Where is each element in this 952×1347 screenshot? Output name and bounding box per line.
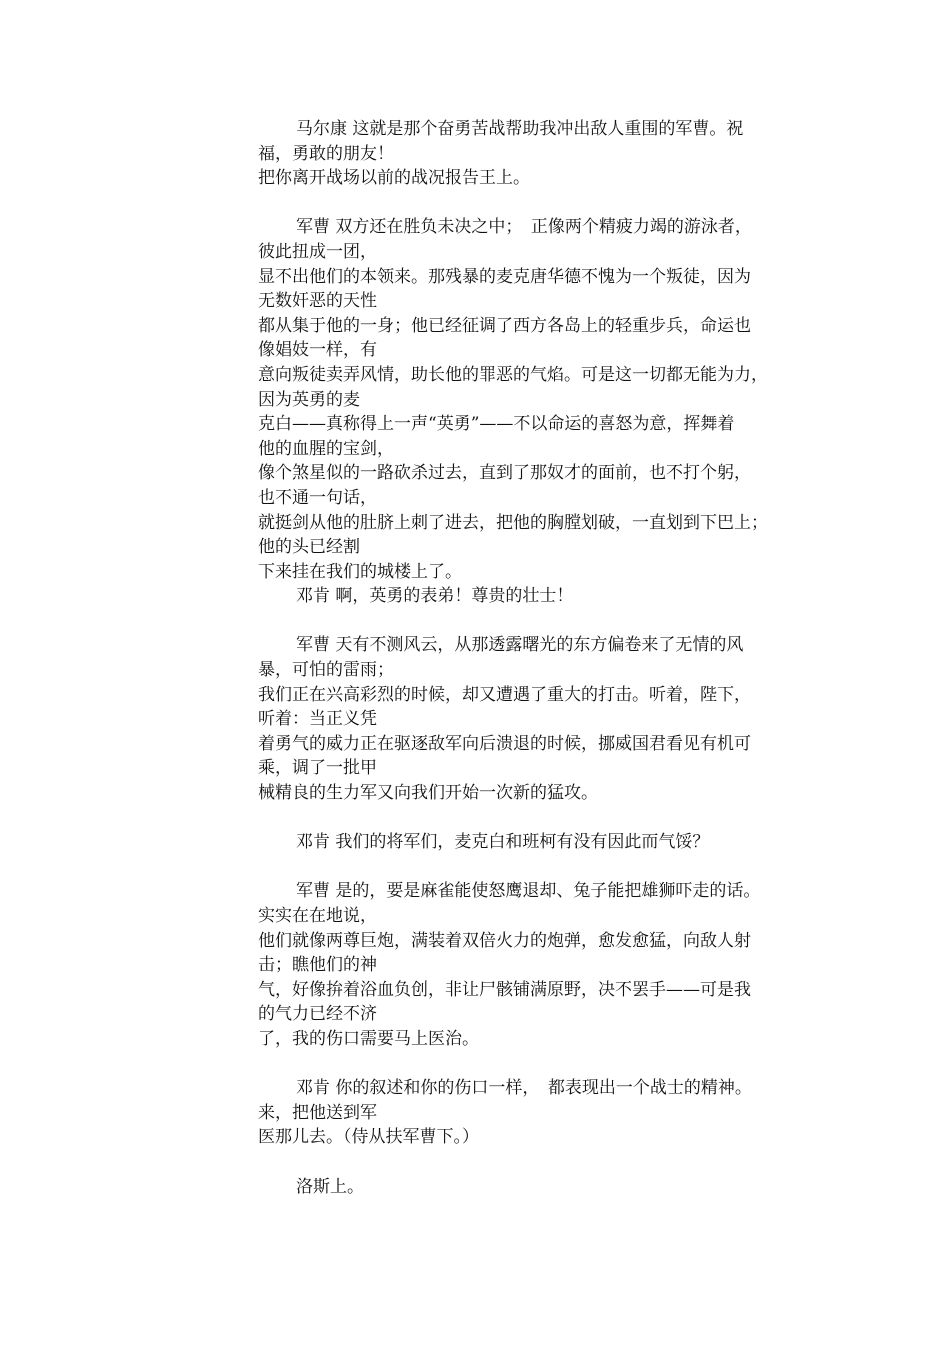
paragraph-sergeant-1 xyxy=(258,215,810,584)
paragraph-malcolm xyxy=(258,117,810,191)
paragraph-spacer xyxy=(258,191,810,216)
text-line: 我们正在兴高彩烈的时候，却又遭遇了重大的打击。听着，陛下， xyxy=(258,684,751,705)
text-line: 无数奸恶的天性 xyxy=(258,291,377,312)
stage-direction xyxy=(258,1175,810,1200)
text-line: 克白——真称得上一声“英勇”——不以命运的喜怒为意，挥舞着 xyxy=(258,414,735,435)
text-line: 洛斯上。 xyxy=(296,1176,364,1197)
text-line: 邓肯 我们的将军们，麦克白和班柯有没有因此而气馁？ xyxy=(296,832,710,853)
paragraph-spacer xyxy=(258,1052,810,1077)
text-line: 军曹 天有不测风云，从那透露曙光的东方偏卷来了无情的风 xyxy=(296,635,744,656)
text-line: 暴，可怕的雷雨； xyxy=(258,660,394,681)
text-line: 械精良的生力军又向我们开始一次新的猛攻。 xyxy=(258,783,598,804)
paragraph-spacer xyxy=(258,806,810,831)
text-line: 马尔康 这就是那个奋勇苦战帮助我冲出敌人重围的军曹。祝 xyxy=(296,119,744,139)
text-line: 邓肯 你的叙述和你的伤口一样， 都表现出一个战士的精神。 xyxy=(296,1078,752,1099)
text-line: 邓肯 啊，英勇的表弟！尊贵的壮士！ xyxy=(296,586,574,607)
text-line: 军曹 是的，要是麻雀能使怒鹰退却、兔子能把雄狮吓走的话。 xyxy=(296,881,761,902)
text-line: 来，把他送到军 xyxy=(258,1102,377,1123)
text-line: 把你离开战场以前的战况报告王上。 xyxy=(258,168,530,189)
paragraph-spacer xyxy=(258,609,810,634)
text-line: 就挺剑从他的肚脐上刺了进去，把他的胸膛划破，一直划到下巴上； xyxy=(258,512,768,533)
paragraph-sergeant-3 xyxy=(258,879,810,1051)
text-line: 着勇气的威力正在驱逐敌军向后溃退的时候，挪威国君看见有机可 xyxy=(258,733,751,754)
text-line: 他的头已经割 xyxy=(258,537,360,558)
text-line: 下来挂在我们的城楼上了。 xyxy=(258,561,462,582)
text-line: 显不出他们的本领来。那残暴的麦克唐华德不愧为一个叛徒，因为 xyxy=(258,266,751,287)
paragraph-duncan-1 xyxy=(258,584,810,609)
text-line: 意向叛徒卖弄风情，助长他的罪恶的气焰。可是这一切都无能为力， xyxy=(258,364,768,385)
text-line: 击；瞧他们的神 xyxy=(258,955,377,976)
text-line: 军曹 双方还在胜负未决之中； 正像两个精疲力竭的游泳者， xyxy=(296,217,752,238)
text-line: 乘，调了一批甲 xyxy=(258,758,377,779)
document-page xyxy=(258,117,810,1199)
paragraph-duncan-3 xyxy=(258,1076,810,1150)
text-line: 都从集于他的一身；他已经征调了西方各岛上的轻重步兵，命运也 xyxy=(258,315,751,336)
text-line: 因为英勇的麦 xyxy=(258,389,360,410)
text-line: 的气力已经不济 xyxy=(258,1004,377,1025)
text-line: 彼此扭成一团， xyxy=(258,241,377,262)
paragraph-spacer xyxy=(258,855,810,880)
text-line: 实实在在地说， xyxy=(258,906,377,926)
text-line: 也不通一句话， xyxy=(258,487,377,508)
text-line: 像娼妓一样，有 xyxy=(258,340,377,361)
paragraph-sergeant-2 xyxy=(258,633,810,805)
text-line: 听着：当正义凭 xyxy=(258,709,377,730)
text-line: 福，勇敢的朋友！ xyxy=(258,143,394,164)
paragraph-duncan-2 xyxy=(258,830,810,855)
text-line: 了，我的伤口需要马上医治。 xyxy=(258,1028,479,1049)
text-line: 像个煞星似的一路砍杀过去，直到了那奴才的面前，也不打个躬， xyxy=(258,463,751,484)
text-line: 医那儿去。（侍从扶军曹下。） xyxy=(258,1127,479,1148)
paragraph-spacer xyxy=(258,1150,810,1175)
text-line: 气，好像拚着浴血负创，非让尸骸铺满原野，决不罢手——可是我 xyxy=(258,979,751,1000)
text-line: 他的血腥的宝剑， xyxy=(258,438,394,459)
text-line: 他们就像两尊巨炮，满装着双倍火力的炮弹，愈发愈猛，向敌人射 xyxy=(258,930,751,951)
